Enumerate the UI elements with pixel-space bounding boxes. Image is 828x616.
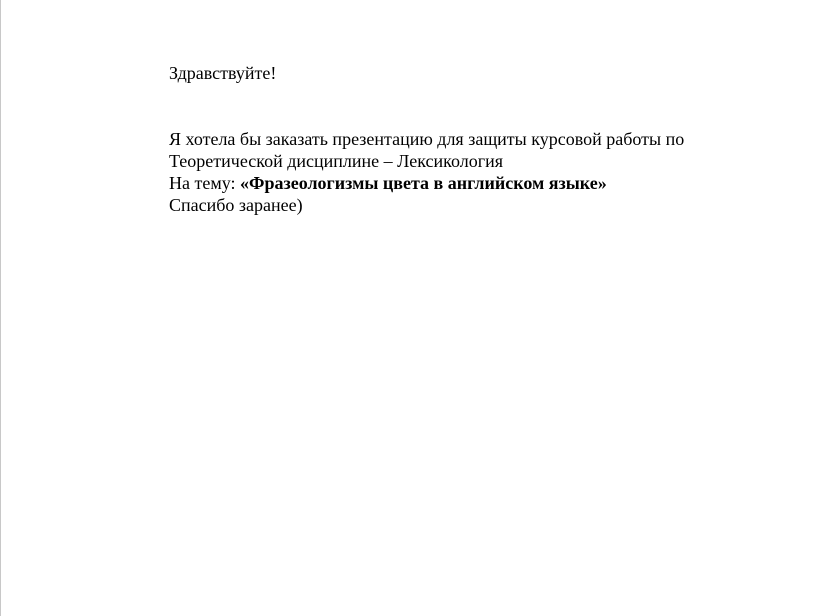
topic-prefix: На тему: (169, 173, 240, 193)
request-line: Я хотела бы заказать презентацию для защиты курсовой работы по (169, 129, 685, 149)
topic-line (169, 172, 684, 194)
closing-line: Спасибо заранее) (169, 195, 303, 215)
message-body (169, 128, 684, 216)
greeting-text: Здравствуйте! (169, 63, 277, 83)
topic-title: «Фразеологизмы цвета в английском языке» (240, 173, 607, 193)
discipline-line: Теоретической дисциплине – Лексикология (169, 151, 504, 171)
